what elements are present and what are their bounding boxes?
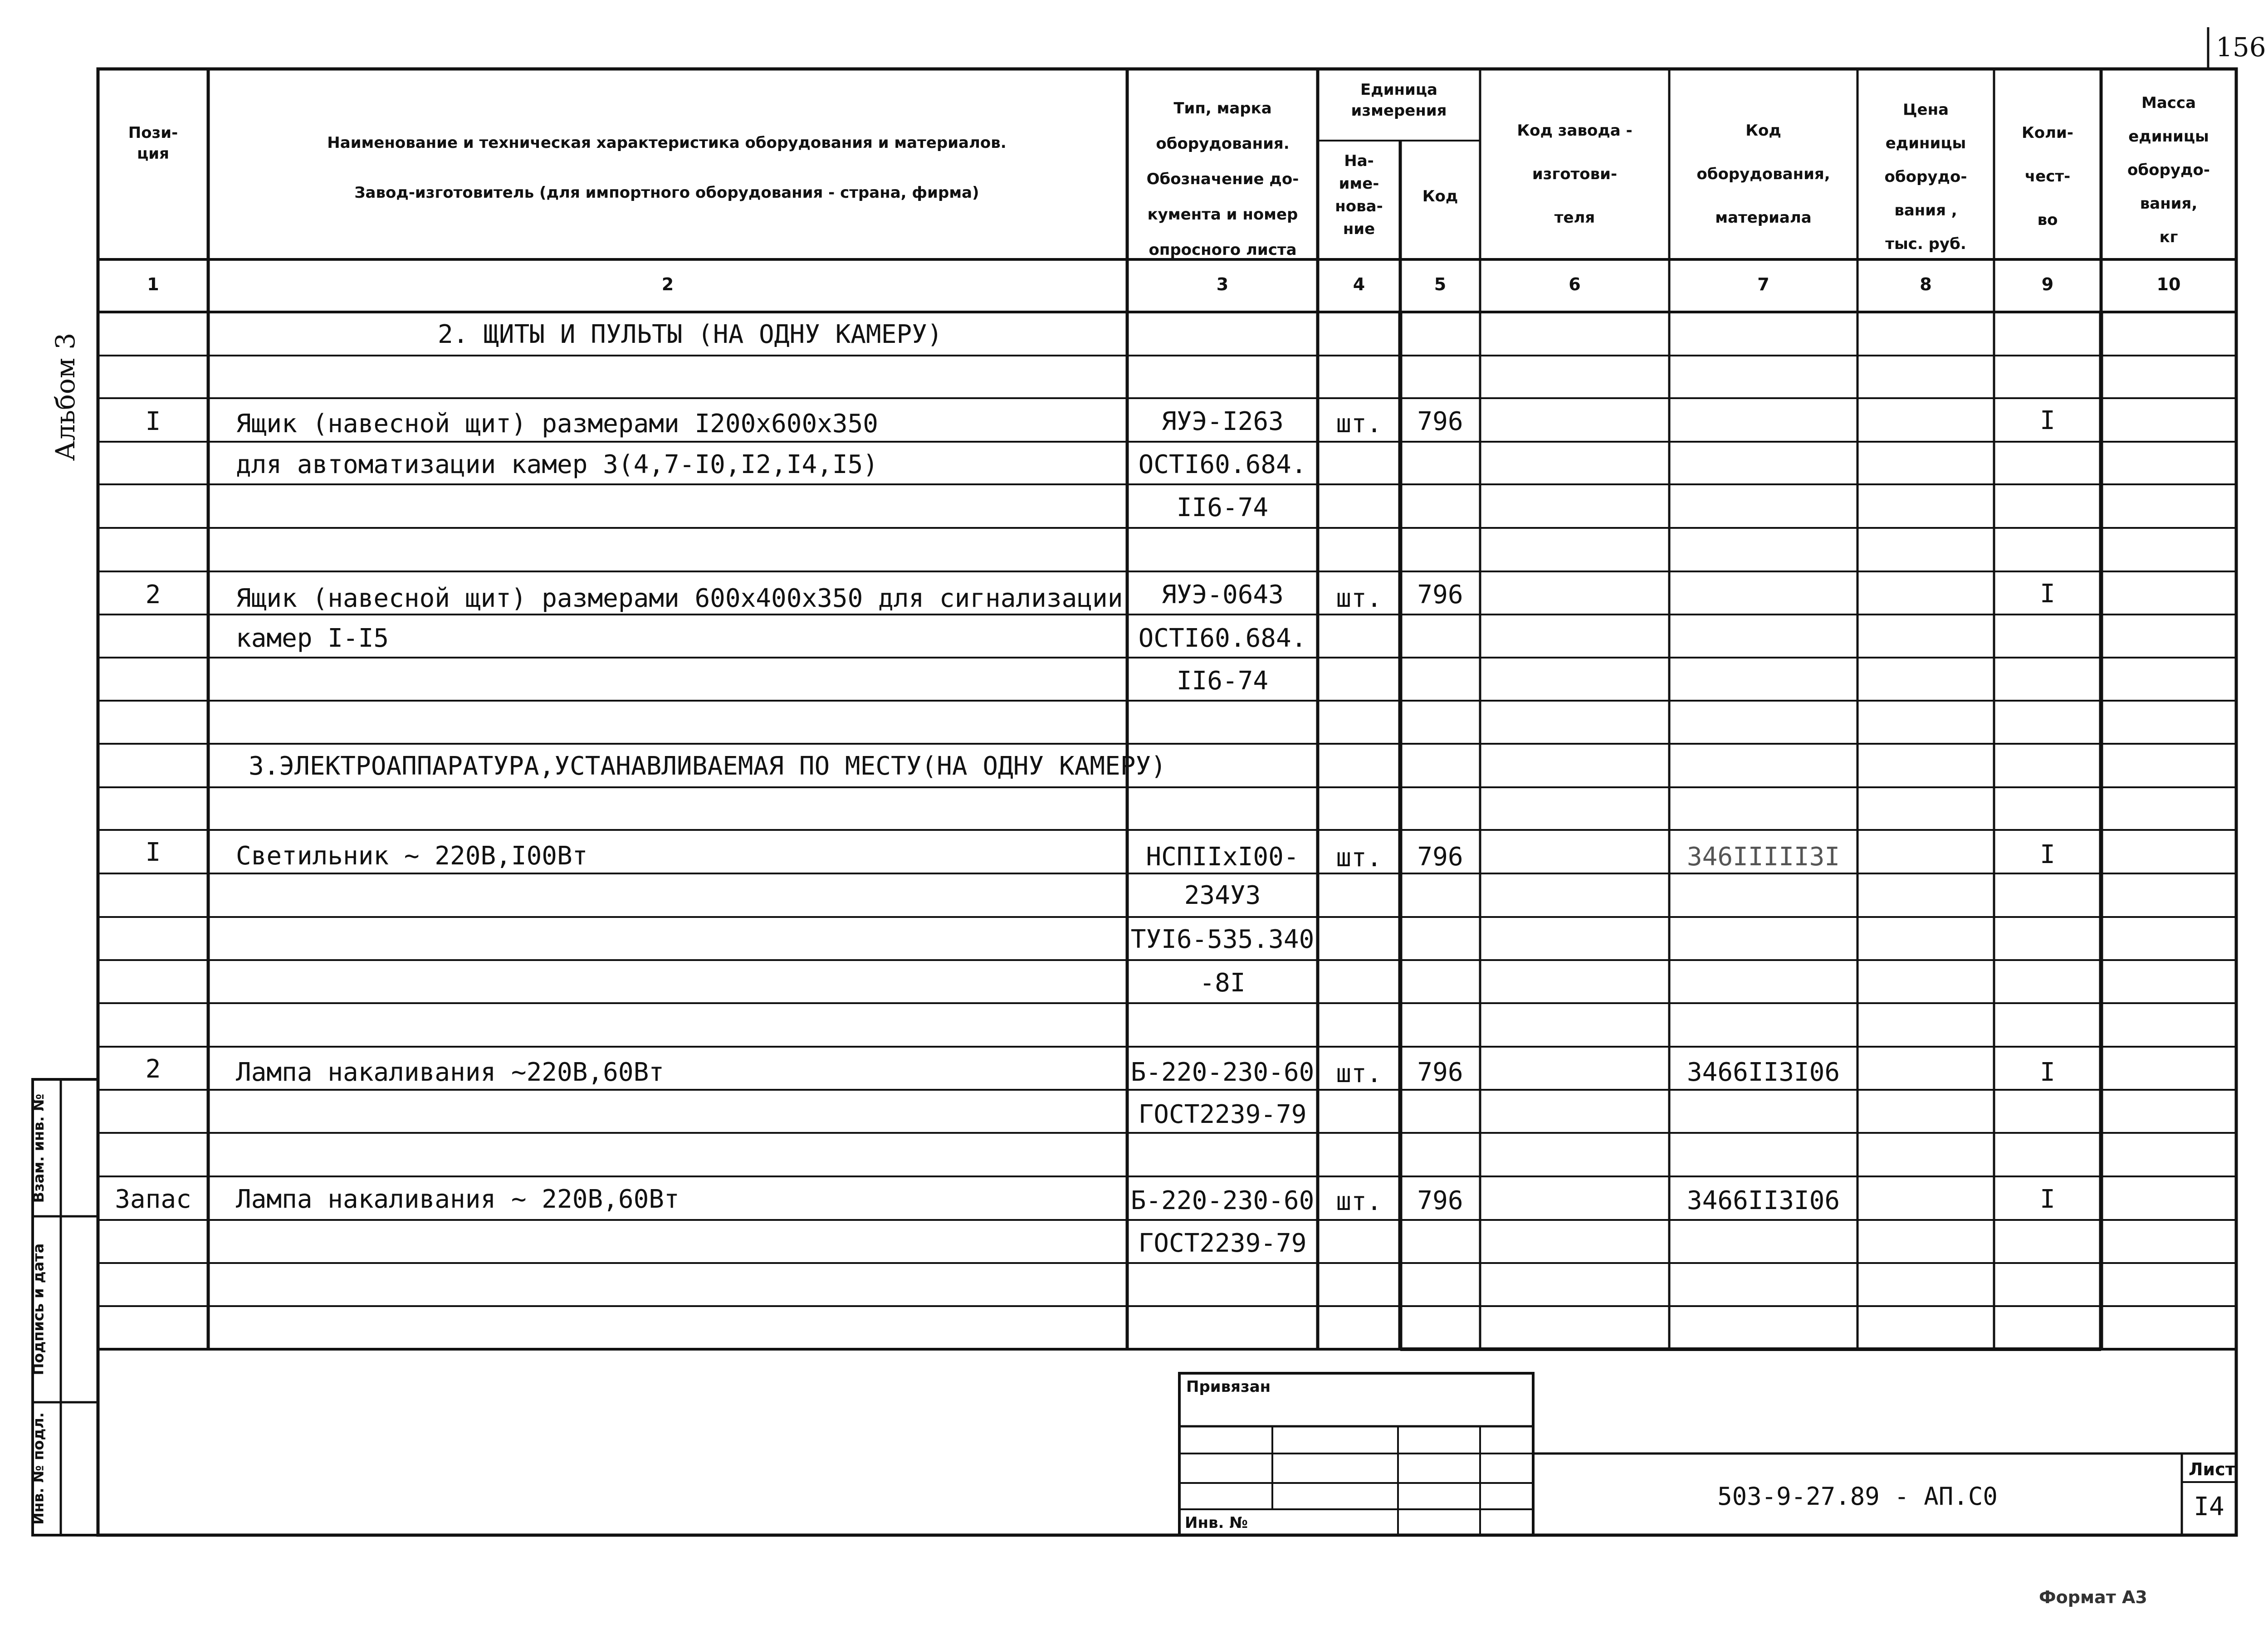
table-row-qty: I [2040,1058,2055,1087]
table-row-name: Лампа накаливания ~ 220В,60Вт [236,1185,679,1214]
table-row-type: Б-220-230-60 [1130,1186,1315,1215]
album-label: Альбом 3 [50,332,81,461]
header-position: Пози- ция [128,124,178,163]
stamp-vzam-inv: Взам. инв. № [30,1093,47,1203]
table-row-position: 2 [145,580,161,610]
table-row-name: Светильник ~ 220В,I00Вт [236,841,588,871]
header-equipment-code: Код оборудования, материала [1696,122,1830,227]
tied-label: Привязан [1186,1378,1271,1396]
table-row-type: II6-74 [1176,666,1269,696]
table-row-type: ГОСТ2239-79 [1138,1229,1307,1258]
table-row-name: Лампа накаливания ~220В,60Вт [236,1058,665,1087]
table-row-type: ГОСТ2239-79 [1138,1100,1307,1129]
table-row-unit: шт. [1336,1187,1382,1216]
table-row-code: 796 [1417,1186,1463,1215]
header-name: Наименование и техническая характеристика оборудования и материалов. Завод-изготовитель (для импортного оборудования - страна, фирма) [327,134,1007,202]
table-row-position: I [145,838,161,867]
stamp-signature-date: Подпись и дата [29,1243,47,1375]
table-row-position: Запас [115,1185,191,1214]
sheet-number: I4 [2194,1492,2224,1522]
table-row-unit: шт. [1336,1059,1382,1088]
colnum-3: 3 [1216,274,1229,294]
colnum-7: 7 [1757,274,1769,294]
table-row-type: ОСТI60.684. [1138,450,1307,479]
section-heading: 3.ЭЛЕКТРОАППАРАТУРА,УСТАНАВЛИВАЕМАЯ ПО МЕСТУ(НА ОДНУ КАМЕРУ) [249,751,1166,781]
table-row-name: камер I-I5 [236,624,389,653]
table-row-type: 234У3 [1184,881,1261,910]
table-row-position: 2 [145,1054,161,1084]
table-row-type: НСПIIxI00- [1146,842,1299,872]
colnum-1: 1 [147,274,159,294]
colnum-8: 8 [1920,274,1932,294]
table-row-type: ЯУЭ-I263 [1161,407,1284,436]
sheet-label: Лист [2189,1459,2235,1479]
document-code: 503-9-27.89 - АП.С0 [1717,1482,1998,1511]
table-row-type: ОСТI60.684. [1138,624,1307,653]
header-type: Тип, марка оборудования. Обозначение до- кумента и номер опросного листа [1146,99,1299,259]
colnum-10: 10 [2156,274,2181,294]
table-row-equipment-code: 346IIIII3I [1686,842,1840,872]
table-row-type: II6-74 [1176,493,1269,522]
colnum-4: 4 [1353,274,1365,294]
header-mass: Масса единицы оборудо- вания, кг [2127,94,2210,246]
inventory-number-label: Инв. № [1185,1514,1248,1532]
table-row-qty: I [2040,840,2055,869]
colnum-2: 2 [661,274,674,294]
table-row-position: I [145,407,161,436]
table-row-code: 796 [1417,580,1463,610]
page-number: 156 [2216,32,2266,63]
section-heading: 2. ЩИТЫ И ПУЛЬТЫ (НА ОДНУ КАМЕРУ) [438,320,943,349]
table-row-type: ЯУЭ-0643 [1161,580,1284,610]
table-row-name: для автоматизации камер 3(4,7-I0,I2,I4,I5) [236,450,879,479]
table-row-equipment-code: 3466II3I06 [1686,1058,1840,1087]
header-price: Цена единицы оборудо- вания , тыс. руб. [1884,101,1967,253]
table-row-unit: шт. [1336,584,1382,613]
header-unit-name: На- име- нова- ние [1335,152,1383,238]
table-row-code: 796 [1417,1058,1463,1087]
table-row-unit: шт. [1336,409,1382,439]
colnum-6: 6 [1569,274,1581,294]
stamp-inv-original: Инв. № подл. [29,1412,47,1525]
format-label: Формат А3 [2039,1587,2147,1607]
table-row-qty: I [2040,579,2055,609]
table-row-name: Ящик (навесной щит) размерами I200x600x350 [236,409,879,439]
header-unit-code: Код [1422,187,1458,205]
header-manufacturer-code: Код завода - изготови- теля [1517,122,1633,227]
table-row-type: -8I [1199,968,1246,998]
table-row-type: Б-220-230-60 [1130,1058,1315,1087]
header-quantity: Коли- чест- во [2022,124,2073,229]
table-row-qty: I [2040,406,2055,435]
table-row-qty: I [2040,1185,2055,1214]
header-unit-group: Единица измерения [1351,81,1447,120]
table-row-code: 796 [1417,842,1463,872]
table-row-code: 796 [1417,407,1463,436]
table-row-type: ТУI6-535.340 [1130,925,1315,954]
colnum-9: 9 [2041,274,2054,294]
table-row-name: Ящик (навесной щит) размерами 600x400x350 для сигнализации [236,584,1123,613]
colnum-5: 5 [1434,274,1447,294]
table-row-equipment-code: 3466II3I06 [1686,1186,1840,1215]
table-row-unit: шт. [1336,843,1382,873]
